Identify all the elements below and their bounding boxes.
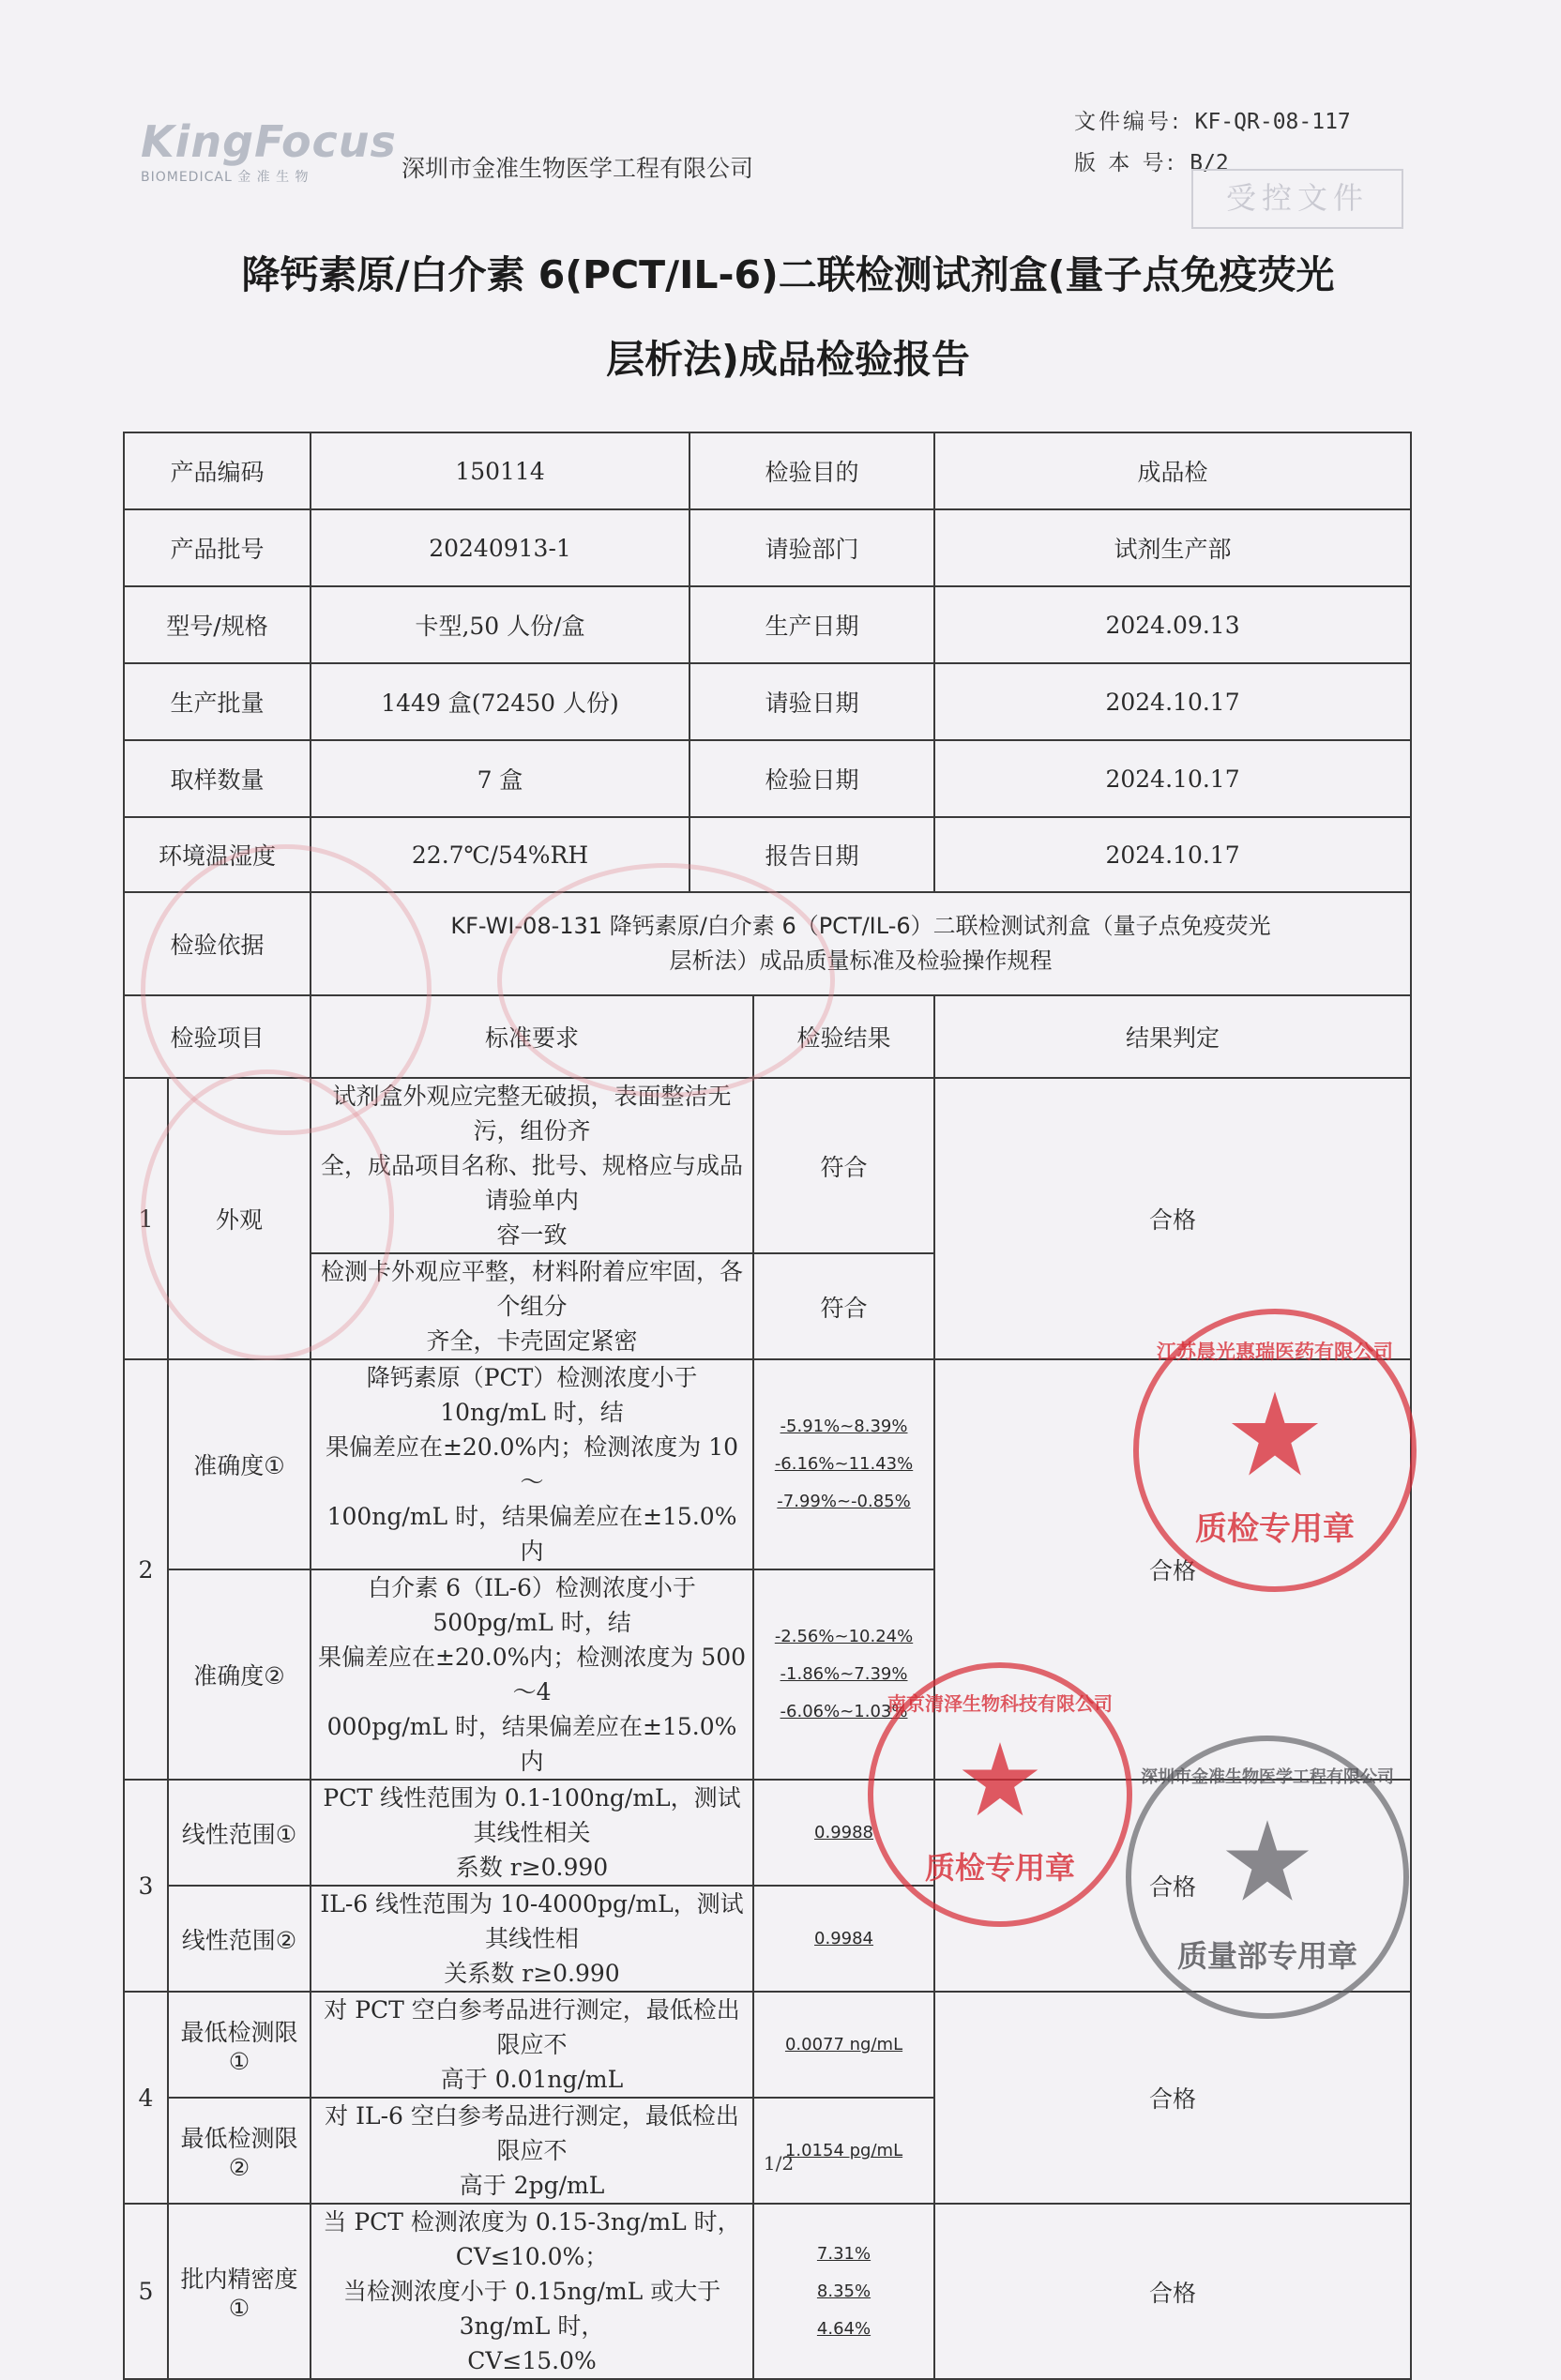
report-date-label: 报告日期 bbox=[690, 817, 934, 892]
item-number: 2 bbox=[124, 1359, 168, 1780]
standard-text: IL-6 线性范围为 10-4000pg/mL，测试其线性相 关系数 r≥0.990 bbox=[311, 1886, 753, 1992]
inspection-table bbox=[123, 432, 1412, 2380]
test-date-value: 2024.10.17 bbox=[934, 740, 1411, 817]
info-row bbox=[124, 817, 1411, 892]
column-header-row bbox=[124, 995, 1411, 1078]
info-row bbox=[124, 586, 1411, 663]
judgement-value: 合格 bbox=[934, 1780, 1411, 1992]
standard-text: 对 PCT 空白参考品进行测定，最低检出限应不 高于 0.01ng/mL bbox=[311, 1992, 753, 2098]
dept-label: 请验部门 bbox=[690, 509, 934, 586]
company-name: 深圳市金准生物医学工程有限公司 bbox=[402, 155, 754, 182]
req-date-value: 2024.10.17 bbox=[934, 663, 1411, 740]
result-value: 0.9988 bbox=[753, 1780, 934, 1886]
report-date-value: 2024.10.17 bbox=[934, 817, 1411, 892]
item-number: 4 bbox=[124, 1992, 168, 2204]
result-value: 0.0077 ng/mL bbox=[753, 1992, 934, 2098]
version-value: B/2 bbox=[1190, 151, 1229, 175]
product-code: 150114 bbox=[311, 432, 690, 509]
item-name: 外观 bbox=[168, 1078, 311, 1359]
product-code-label: 产品编码 bbox=[124, 432, 311, 509]
item-name: 最低检测限① bbox=[168, 1992, 311, 2098]
col-judgement-header: 结果判定 bbox=[934, 995, 1411, 1078]
col-standard-header: 标准要求 bbox=[311, 995, 753, 1078]
standard-text: 降钙素原（PCT）检测浓度小于 10ng/mL 时，结 果偏差应在±20.0%内；检测浓度为 10～ 100ng/mL 时，结果偏差应在±15.0%内 bbox=[311, 1359, 753, 1569]
info-row bbox=[124, 740, 1411, 817]
stamp-text: 南京清泽生物科技有限公司 bbox=[887, 1692, 1113, 1715]
table-row bbox=[124, 1780, 1411, 1886]
controlled-document-stamp: 受控文件 bbox=[1191, 169, 1403, 229]
basis-label: 检验依据 bbox=[124, 892, 311, 995]
item-name: 准确度① bbox=[168, 1359, 311, 1569]
company-logo bbox=[141, 116, 397, 186]
purpose-label: 检验目的 bbox=[690, 432, 934, 509]
doc-number-label: 文件编号: bbox=[1074, 110, 1182, 134]
result-value: 1.0154 pg/mL bbox=[753, 2098, 934, 2204]
item-number: 1 bbox=[124, 1078, 168, 1359]
doc-number-row bbox=[1074, 101, 1351, 143]
standard-text: 试剂盒外观应完整无破损，表面整洁无污，组份齐 全，成品项目名称、批号、规格应与成品请验单内 容一致 bbox=[311, 1078, 753, 1253]
purpose-value: 成品检 bbox=[934, 432, 1411, 509]
logo-subtitle: BIOMEDICAL 金 准 生 物 bbox=[141, 170, 310, 185]
result-value: 符合 bbox=[753, 1078, 934, 1253]
judgement-value: 合格 bbox=[934, 1992, 1411, 2204]
result-value: 0.9984 bbox=[753, 1886, 934, 1992]
basis-text bbox=[311, 892, 1411, 995]
item-name: 线性范围① bbox=[168, 1780, 311, 1886]
report-title bbox=[150, 233, 1426, 402]
judgement-value: 合格 bbox=[934, 1359, 1411, 1780]
table-row bbox=[124, 1992, 1411, 2098]
dept-value: 试剂生产部 bbox=[934, 509, 1411, 586]
table-row bbox=[124, 2204, 1411, 2379]
judgement-value: 合格 bbox=[934, 2204, 1411, 2379]
page-number: 1/2 bbox=[763, 2152, 795, 2175]
batch-value: 20240913-1 bbox=[311, 509, 690, 586]
batch-label: 产品批号 bbox=[124, 509, 311, 586]
basis-line-1: KF-WI-08-131 降钙素原/白介素 6（PCT/IL-6）二联检测试剂盒（量子点免疫荧光 bbox=[450, 913, 1271, 939]
test-date-label: 检验日期 bbox=[690, 740, 934, 817]
model-label: 型号/规格 bbox=[124, 586, 311, 663]
judgement-value: 合格 bbox=[934, 1078, 1411, 1359]
title-line-2: 层析法)成品检验报告 bbox=[606, 337, 970, 382]
model-value: 卡型,50 人份/盒 bbox=[311, 586, 690, 663]
col-item-header: 检验项目 bbox=[124, 995, 311, 1078]
req-date-label: 请验日期 bbox=[690, 663, 934, 740]
prod-date-value: 2024.09.13 bbox=[934, 586, 1411, 663]
result-values: 7.31% 8.35% 4.64% bbox=[753, 2204, 934, 2379]
stamp-text: 深圳市金准生物医学工程有限公司 bbox=[1141, 1767, 1394, 1787]
basis-line-2: 层析法）成品质量标准及检验操作规程 bbox=[669, 947, 1053, 974]
table-row bbox=[124, 1078, 1411, 1253]
result-values: -2.56%~10.24% -1.86%~7.39% -6.06%~1.03% bbox=[753, 1569, 934, 1780]
item-name: 线性范围② bbox=[168, 1886, 311, 1992]
logo-wordmark: KingFocus bbox=[141, 116, 397, 167]
env-label: 环境温湿度 bbox=[124, 817, 311, 892]
result-value: 符合 bbox=[753, 1253, 934, 1359]
stamp-text: 江苏晨光惠瑞医药有限公司 bbox=[1157, 1341, 1393, 1363]
standard-text: 对 IL-6 空白参考品进行测定，最低检出限应不 高于 2pg/mL bbox=[311, 2098, 753, 2204]
item-number: 3 bbox=[124, 1780, 168, 1992]
prod-date-label: 生产日期 bbox=[690, 586, 934, 663]
stamp-text: 质检专用章 bbox=[924, 1850, 1075, 1886]
sample-label: 取样数量 bbox=[124, 740, 311, 817]
doc-number: KF-QR-08-117 bbox=[1194, 110, 1351, 134]
info-row bbox=[124, 663, 1411, 740]
standard-text: PCT 线性范围为 0.1-100ng/mL，测试其线性相关 系数 r≥0.990 bbox=[311, 1780, 753, 1886]
version-label: 版 本 号: bbox=[1074, 151, 1177, 175]
title-line-1: 降钙素原/白介素 6(PCT/IL-6)二联检测试剂盒(量子点免疫荧光 bbox=[241, 252, 1335, 297]
sample-value: 7 盒 bbox=[311, 740, 690, 817]
stamp-text: 质检专用章 bbox=[1195, 1510, 1355, 1548]
item-name: 准确度② bbox=[168, 1569, 311, 1780]
item-name: 批内精密度① bbox=[168, 2204, 311, 2379]
basis-row bbox=[124, 892, 1411, 995]
result-values: -5.91%~8.39% -6.16%~11.43% -7.99%~-0.85% bbox=[753, 1359, 934, 1569]
info-row bbox=[124, 432, 1411, 509]
standard-text: 白介素 6（IL-6）检测浓度小于 500pg/mL 时，结 果偏差应在±20.0%内；检测浓度为 500～4 000pg/mL 时，结果偏差应在±15.0%内 bbox=[311, 1569, 753, 1780]
stamp-text: 质量部专用章 bbox=[1176, 1938, 1357, 1974]
env-value: 22.7℃/54%RH bbox=[311, 817, 690, 892]
item-number: 5 bbox=[124, 2204, 168, 2379]
qty-label: 生产批量 bbox=[124, 663, 311, 740]
standard-text: 检测卡外观应平整，材料附着应牢固，各个组分 齐全，卡壳固定紧密 bbox=[311, 1253, 753, 1359]
info-row bbox=[124, 509, 1411, 586]
table-row bbox=[124, 1359, 1411, 1569]
standard-text: 当 PCT 检测浓度为 0.15-3ng/mL 时，CV≤10.0%； 当检测浓度小于 0.15ng/mL 或大于 3ng/mL 时， CV≤15.0% bbox=[311, 2204, 753, 2379]
col-result-header: 检验结果 bbox=[753, 995, 934, 1078]
item-name: 最低检测限② bbox=[168, 2098, 311, 2204]
qty-value: 1449 盒(72450 人份) bbox=[311, 663, 690, 740]
